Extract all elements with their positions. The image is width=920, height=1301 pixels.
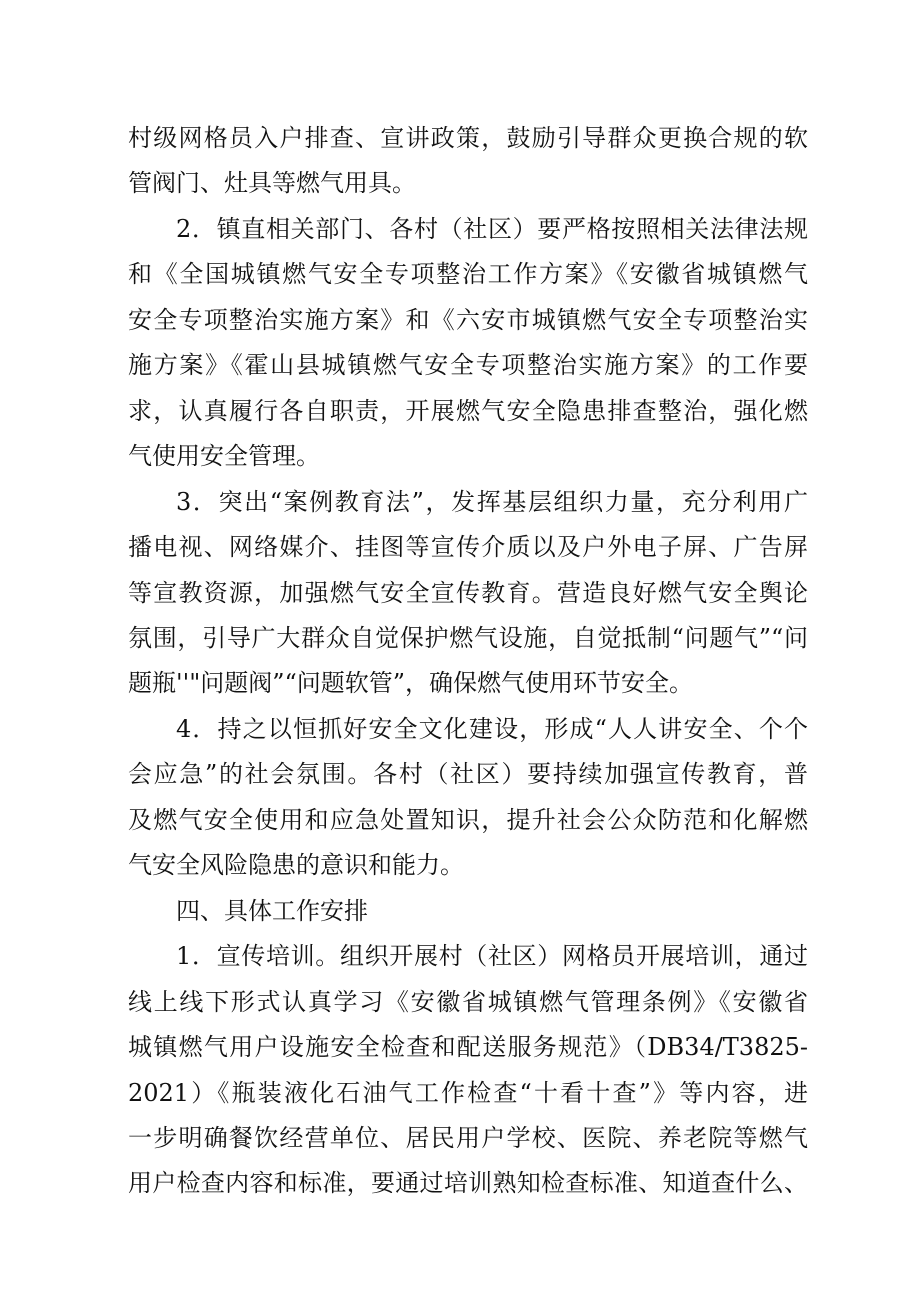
text-line: 3．突出“案例教育法”，发挥基层组织力量，充分利用广 xyxy=(176,488,808,516)
text-line: 4．持之以恒抓好安全文化建设，形成“人人讲安全、个个 xyxy=(176,715,808,743)
text-line: 和《全国城镇燃气安全专项整治工作方案》《安徽省城镇燃气 xyxy=(128,260,808,288)
text-line: 2021）《瓶装液化石油气工作检查“十看十查”》等内容，进 xyxy=(128,1079,808,1107)
text-line: 题瓶''"问题阀”“问题软管”，确保燃气使用环节安全。 xyxy=(128,669,694,697)
text-line: 村级网格员入户排查、宣讲政策，鼓励引导群众更换合规的软 xyxy=(128,124,808,152)
text-line: 施方案》《霍山县城镇燃气安全专项整治实施方案》的工作要 xyxy=(128,351,808,379)
text-line: 及燃气安全使用和应急处置知识，提升社会公众防范和化解燃 xyxy=(128,806,808,834)
text-line: 管阀门、灶具等燃气用具。 xyxy=(128,169,416,197)
text-line: 氛围，引导广大群众自觉保护燃气设施，自觉抵制“问题气”“问 xyxy=(128,624,808,652)
text-line: 求，认真履行各自职责，开展燃气安全隐患排查整治，强化燃 xyxy=(128,397,808,425)
text-line: 2．镇直相关部门、各村（社区）要严格按照相关法律法规 xyxy=(176,215,808,243)
text-line: 安全专项整治实施方案》和《六安市城镇燃气安全专项整治实 xyxy=(128,306,808,334)
text-line: 用户检查内容和标准，要通过培训熟知检查标准、知道查什么、 xyxy=(128,1169,808,1197)
text-line: 气安全风险隐患的意识和能力。 xyxy=(128,851,464,879)
text-line: 1．宣传培训。组织开展村（社区）网格员开展培训，通过 xyxy=(176,942,808,970)
text-line: 会应急”的社会氛围。各村（社区）要持续加强宣传教育，普 xyxy=(128,760,808,788)
section-heading: 四、具体工作安排 xyxy=(176,897,368,925)
text-line: 线上线下形式认真学习《安徽省城镇燃气管理条例》《安徽省 xyxy=(128,988,808,1016)
text-line: 一步明确餐饮经营单位、居民用户学校、医院、养老院等燃气 xyxy=(128,1124,808,1152)
text-line: 等宣教资源，加强燃气安全宣传教育。营造良好燃气安全舆论 xyxy=(128,579,808,607)
text-line: 气使用安全管理。 xyxy=(128,442,320,470)
text-line: 播电视、网络媒介、挂图等宣传介质以及户外电子屏、广告屏 xyxy=(128,533,808,561)
text-line: 城镇燃气用户设施安全检查和配送服务规范》（DB34/T3825- xyxy=(128,1033,808,1061)
